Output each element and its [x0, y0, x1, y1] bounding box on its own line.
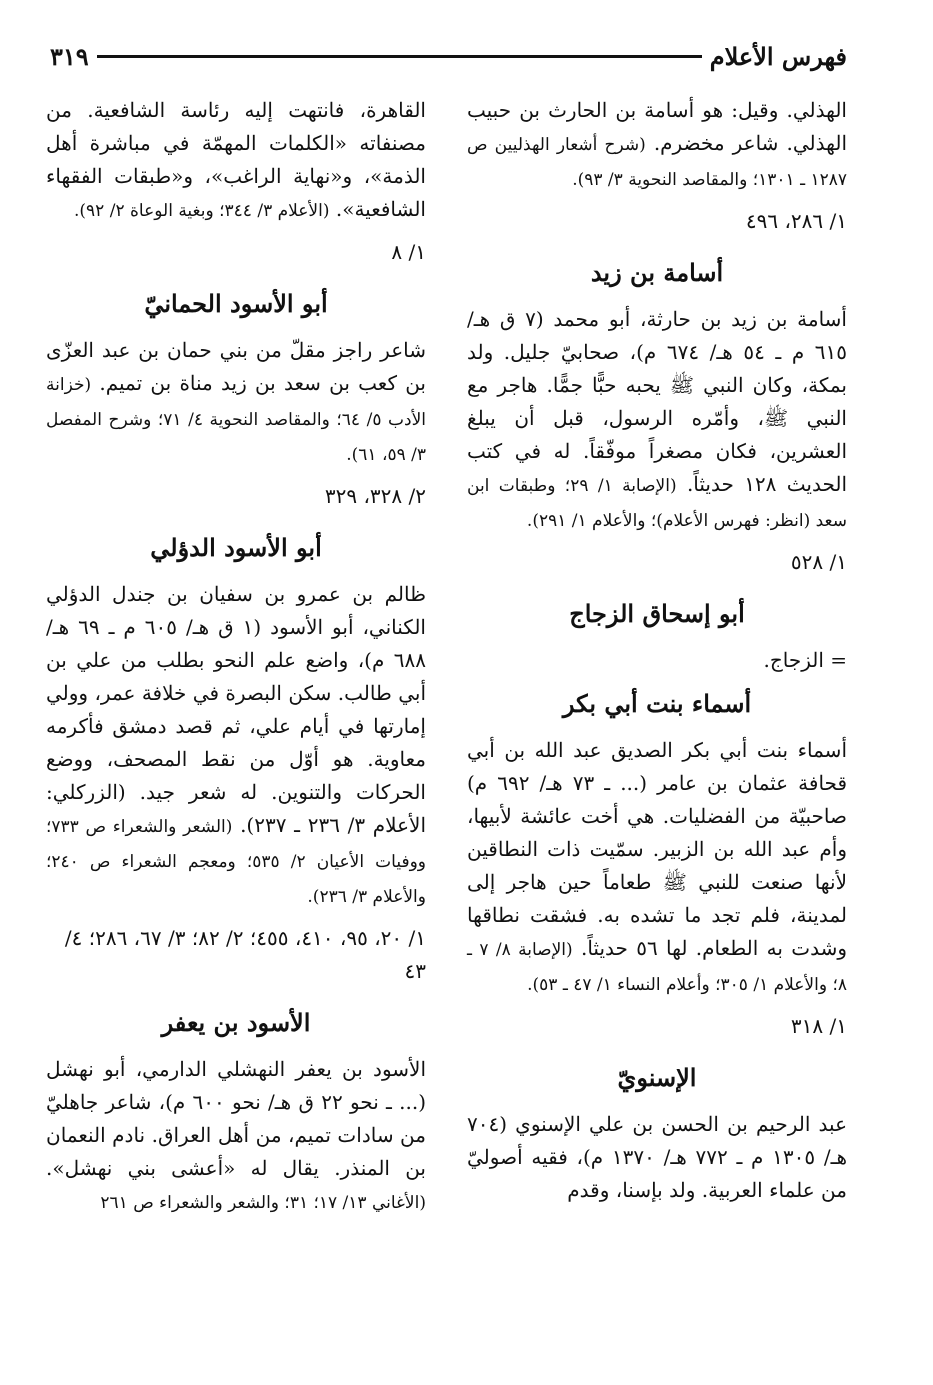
entry-heading: أسماء بنت أبي بكر [562, 689, 752, 718]
entry [467, 1061, 847, 1207]
entry-text: عبد الرحيم بن الحسن بن علي الإسنوي (٧٠٤ هـ/ ١٣٠٥ م ـ ٧٧٢ هـ/ ١٣٧٠ م)، فقيه أصوليّ من علماء العربية. ولد بإسنا، وقدم [467, 1112, 847, 1202]
entry-body [467, 303, 847, 538]
continued-entry [467, 94, 847, 238]
entry-body [467, 644, 847, 677]
entry [467, 256, 847, 579]
entry-heading: أسامة بن زيد [590, 258, 724, 287]
entry-refs: ١/ ٢٨٦، ٤٩٦ [745, 209, 847, 233]
entry-body [46, 94, 426, 228]
entry [46, 287, 426, 513]
entry-refs: ٢/ ٣٢٨، ٣٢٩ [324, 484, 426, 508]
entry-text: القاهرة، فانتهت إليه رئاسة الشافعية. من مصنفاته «الكلمات المهمّة في مباشرة أهل الذمة»، و«نهاية الراغب»، و«طبقات الفقهاء الشافعية». [46, 98, 426, 221]
entry-body [467, 1108, 847, 1207]
entry-heading: أبو إسحاق الزجاج [569, 599, 745, 628]
entry-text: الأسود بن يعفر النهشلي الدارمي، أبو نهشل (... ـ نحو ٢٢ ق هـ/ نحو ٦٠٠ م)، شاعر جاهليّ من سادات تميم، من أهل العراق. نادم النعمان بن المنذر. يقال له «أعشى بني نهشل». [46, 1057, 427, 1180]
entry-refs: ١/ ٣١٨ [790, 1014, 847, 1038]
entry-refs: ١/ ٨ [391, 240, 426, 264]
entry-citation: (الإصابة ٨/ ٧ ـ ٨؛ والأعلام ١/ ٣٠٥؛ وأعلام النساء ١/ ٤٧ ـ ٥٣). [467, 940, 847, 995]
entry-heading: الأسود بن يعفر [161, 1008, 311, 1037]
entry [46, 1006, 426, 1220]
entry-text: الهذلي. وقيل: هو أسامة بن الحارث بن حبيب الهذلي. شاعر مخضرم. [467, 98, 847, 155]
entry-heading: أبو الأسود الحمانيّ [144, 289, 328, 318]
entry-text: ظالم بن عمرو بن سفيان بن جندل الدؤلي الكناني، أبو الأسود (١ ق هـ/ ٦٠٥ م ـ ٦٩ هـ/ ٦٨٨ م)، واضع علم النحو بطلب من علي بن أبي طالب. سكن البصرة في خلافة عمر، وولي إمارتها في أيام علي، ثم قصد دمشق فأكرمه معاوية. هو أوّل من نقط المصحف، ووضع الحركات والتنوين. له شعر جيد. (الزركلي: الأعلام ٣/ ٢٣٦ ـ ٢٣٧). [46, 582, 426, 837]
entry-refs: ١/ ٥٢٨ [790, 550, 847, 574]
page-number: ٣١٩ [50, 41, 89, 71]
entry-refs: ١/ ٢٠، ٩٥، ٤١٠، ٤٥٥؛ ٢/ ٨٢؛ ٣/ ٦٧، ٢٨٦؛ ٤/ ٤٣ [64, 926, 426, 983]
entry [46, 531, 426, 988]
entry-text: شاعر راجز مقلّ من بني حمان بن عبد العزّى بن كعب بن سعد بن زيد مناة بن تميم. [46, 338, 426, 395]
entry [467, 687, 847, 1043]
entry-text: أسامة بن زيد بن حارثة، أبو محمد (٧ ق هـ/ ٦١٥ م ـ ٥٤ هـ/ ٦٧٤ م)، صحابيّ جليل. ولد بمكة، وكان النبي ﷺ يحبه حبًّا جمًّا. هاجر مع النبي ﷺ، وأمّره الرسول، قبل أن يبلغ العشرين، فكان مصغراً موفّقاً. له في كتب الحديث ١٢٨ حديثاً. [467, 307, 848, 496]
page-header [50, 36, 847, 76]
entry-body [46, 1053, 426, 1220]
entry-citation: (الشعر والشعراء ص ٧٣٣؛ ووفيات الأعيان ٢/ ٥٣٥؛ ومعجم الشعراء ص ٢٤٠؛ والأعلام ٣/ ٢٣٦). [46, 817, 426, 907]
continued-entry [46, 94, 426, 269]
entry-body [46, 334, 426, 472]
entry-body [467, 734, 847, 1002]
entry-text: أسماء بنت أبي بكر الصديق عبد الله بن أبي قحافة عثمان بن عامر (... ـ ٧٣ هـ/ ٦٩٢ م) صاحبيّة من الفضليات. هي أخت عائشة لأبيها، وأم عبد الله بن الزبير. سمّيت ذات النطاقين لأنها صنعت للنبي ﷺ طعاماً حين هاجر إلى لمدينة، فلم تجد ما تشده به. فشقت نطاقها وشدت به الطعام. لها ٥٦ حديثاً. [467, 738, 848, 960]
entry-body [46, 578, 426, 914]
entry-heading: أبو الأسود الدؤلي [150, 533, 322, 562]
entry [467, 597, 847, 677]
entry-body [467, 94, 847, 197]
entry-heading: الإسنويّ [617, 1063, 697, 1092]
entry-citation: (شرح أشعار الهذليين ص ١٢٨٧ ـ ١٣٠١؛ والمقاصد النحوية ٣/ ٩٣). [467, 135, 847, 190]
entry-text: = الزجاج. [763, 648, 847, 672]
entry-citation: (الأغاني ١٣/ ١٧؛ ٣١؛ والشعر والشعراء ص ٢٦١ [100, 1193, 426, 1213]
entry-citation: (خزانة الأدب ٥/ ٦٤؛ والمقاصد النحوية ٤/ ٧١؛ وشرح المفصل ٣/ ٥٩، ٦١). [46, 375, 427, 465]
entry-citation: (الإصابة ١/ ٢٩؛ وطبقات ابن سعد (انظر: فهرس الأعلام)؛ والأعلام ١/ ٢٩١). [467, 476, 847, 531]
left-column [46, 94, 426, 1228]
running-title: فهرس الأعلام [709, 41, 847, 71]
header-rule [97, 55, 702, 58]
entry-citation: (الأعلام ٣/ ٣٤٤؛ وبغية الوعاة ٢/ ٩٢). [74, 201, 330, 221]
right-column [467, 94, 847, 1215]
